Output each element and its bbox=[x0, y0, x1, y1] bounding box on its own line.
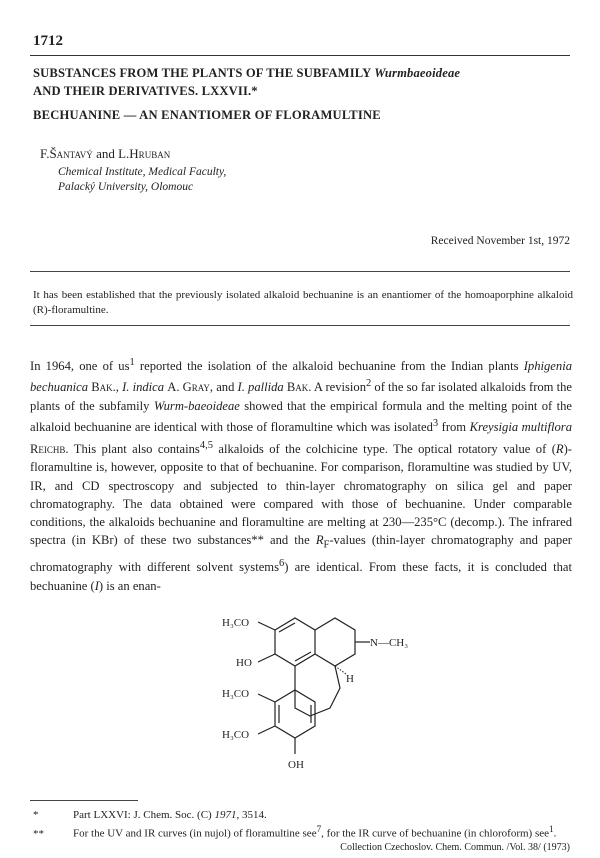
article-subtitle: BECHUANINE — AN ENANTIOMER OF FLORAMULTINE bbox=[33, 108, 381, 122]
footnote-2: ** For the UV and IR curves (in nujol) of floramultine see$^7$, for the IR curve of bechuanine (in chloroform) see$^1$. bbox=[33, 824, 557, 840]
affiliation bbox=[58, 165, 226, 195]
label-oh: OH bbox=[288, 759, 304, 771]
title-line2: AND THEIR DERIVATIVES. LXXVII.* bbox=[33, 84, 258, 98]
header-rule bbox=[30, 55, 570, 56]
label-ho: HO bbox=[236, 657, 252, 669]
ring-b bbox=[315, 618, 355, 666]
body-paragraph: In 1964, one of $us^1$ reported the isolation of the alkaloid bechuanine from the Indian plants Iphigenia bechuanica Bak., I. indica A. Gray, and I. pallida Bak. A revision$^2$ of the so far isolated alkaloids from the plants of the subfamily Wurm-baeoideae showed that the empirical formula and the melting point of the alkaloid bechuanine are identical with those of floramultine which was isolated$^3$ from Kreysigia multiflora Reichb. This plant also contains$^{4,5}$ alkaloids of the colchicine type. The optical rotatory value of (R)-floramultine is, however, opposite to that of bechuanine. For comparison, floramultine was studied by UV, IR, and CD spectroscopy and subjected to thin-layer chromatography on silica gel and paper chromatography. The data obtained were compared with those of bechuanine. Under comparable conditions, the alkaloids bechuanine and floramultine are melting at 230—235°C (decomp.). The infrared spectra (in KBr) of these two substances** and the $R_F$-values (thin-layer chromatography and paper chromatography with different solvent systems$^6$) are identical. From these facts, it is concluded that bechuanine (I) is an enan- bbox=[30, 357, 573, 593]
title-subfamily: Wurmbaeoideae bbox=[374, 66, 461, 80]
footnote-1: * Part LXXVI: J. Chem. Soc. (C) 1971, 3514. bbox=[33, 809, 267, 821]
author1-name: Šantavý bbox=[49, 146, 93, 161]
ring-a bbox=[275, 618, 315, 666]
label-h3co-mid: H₃CO bbox=[222, 688, 250, 700]
affiliation-line2: Palacký University, Olomouc bbox=[58, 181, 194, 193]
abstract-bottom-rule bbox=[30, 325, 570, 326]
received-date: Received November 1st, 1972 bbox=[430, 235, 570, 247]
journal-footer: Collection Czechoslov. Chem. Commun. /Vol. 38/ (1973) bbox=[340, 842, 570, 853]
bechuanine-structure-diagram bbox=[200, 608, 440, 778]
author2-initial: L. bbox=[118, 146, 130, 161]
abstract-top-rule bbox=[30, 271, 570, 272]
page-number: 1712 bbox=[33, 33, 63, 49]
label-h: H bbox=[346, 673, 354, 685]
ring-c bbox=[295, 666, 340, 716]
label-h3co-bottom: H₃CO bbox=[222, 729, 250, 741]
article-title bbox=[33, 64, 573, 100]
label-n-ch3: N—CH₃ bbox=[370, 637, 409, 649]
author2-name: Hruban bbox=[129, 146, 171, 161]
abstract: It has been established that the previously isolated alkaloid bechuanine is an enantiomer of the homoaporphine alkaloid (R)-floramultine. bbox=[33, 289, 573, 316]
affiliation-line1: Chemical Institute, Medical Faculty, bbox=[58, 166, 227, 178]
author1-initial: F. bbox=[40, 146, 50, 161]
footnote-rule bbox=[30, 800, 138, 801]
authors bbox=[40, 146, 170, 162]
title-line1: SUBSTANCES FROM THE PLANTS OF THE SUBFAMILY bbox=[33, 66, 375, 80]
label-h3co-top: H₃CO bbox=[222, 617, 250, 629]
authors-and: and bbox=[92, 146, 119, 161]
